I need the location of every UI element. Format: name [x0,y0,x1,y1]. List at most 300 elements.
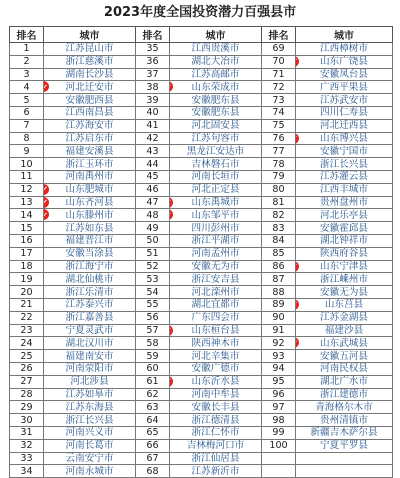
rank-cell: 2 [10,55,44,68]
city-cell [44,196,136,209]
city-cell [170,106,262,119]
city-name: 河南长葛市 [65,440,114,452]
city-cell [44,158,136,171]
city-cell [296,94,393,107]
rank-cell: 20 [10,286,44,299]
city-name: 吉林梅河口市 [186,440,245,452]
rank-cell: 59 [136,350,170,363]
city-cell [170,183,262,196]
table-row [10,119,393,132]
rank-cell: 98 [262,414,296,427]
city-name: 安徽广德市 [191,363,240,375]
city-cell [44,350,136,363]
rank-cell: 23 [10,324,44,337]
header-city-2: 城市 [170,27,262,43]
city-name: 浙江海宁市 [65,260,114,272]
city-cell [44,452,136,465]
header-rank-1: 排名 [10,27,44,43]
city-cell [296,350,393,363]
table-row [10,337,393,350]
rank-cell: 82 [262,209,296,222]
checkmark-icon [170,325,174,336]
rank-cell: 36 [136,55,170,68]
city-cell [170,209,262,222]
rank-cell: 4 [10,81,44,94]
city-name: 江苏海安市 [65,120,114,132]
header-rank-3: 排名 [262,27,296,43]
city-name: 安徽宁国市 [320,145,368,157]
table-row [10,439,393,452]
city-name: 江西贵溪市 [191,43,240,55]
table-row [10,350,393,363]
city-name: 江苏启东市 [65,132,114,144]
table-row [10,170,393,183]
city-cell [296,388,393,401]
city-cell [44,298,136,311]
rank-cell: 70 [262,55,296,68]
city-name: 山东邹平市 [191,209,240,221]
rank-cell: 68 [136,465,170,478]
city-cell [44,119,136,132]
city-name: 山东肥城市 [65,184,114,196]
rank-cell: 45 [136,170,170,183]
city-name: 河南长垣市 [191,171,240,183]
rank-cell: 13 [10,196,44,209]
table-row [10,183,393,196]
city-cell [44,94,136,107]
table-row [10,298,393,311]
table-row [10,132,393,145]
table-row [10,324,393,337]
city-cell [296,414,393,427]
city-name: 福建晋江市 [65,235,114,247]
city-name: 广东四会市 [191,312,240,324]
table-row [10,209,393,222]
rank-cell: 7 [10,119,44,132]
city-name: 河北乐亭县 [320,209,368,221]
rank-cell: 88 [262,286,296,299]
rank-cell: 39 [136,94,170,107]
rank-cell: 22 [10,311,44,324]
city-name: 河南兴义市 [65,427,114,439]
city-name: 湖南长沙县 [65,68,114,80]
city-cell [296,439,393,452]
city-cell [296,452,393,465]
city-cell [296,311,393,324]
header-rank-2: 排名 [136,27,170,43]
rank-cell: 100 [262,439,296,452]
city-cell [170,401,262,414]
city-cell [170,132,262,145]
city-name: 安徽长丰县 [191,401,240,413]
city-name: 福建安溪县 [65,145,114,157]
city-cell [44,106,136,119]
city-name: 安徽当涂县 [65,248,114,260]
rank-cell: 85 [262,247,296,260]
city-name: 宁夏灵武市 [65,324,114,336]
city-cell [44,145,136,158]
rank-cell: 84 [262,234,296,247]
city-cell [296,170,393,183]
rank-cell: 67 [136,452,170,465]
city-name: 河北正定县 [191,184,240,196]
rank-cell: 92 [262,337,296,350]
table-header-row [10,27,393,43]
city-name: 吉林磐石市 [191,158,240,170]
checkmark-icon [170,81,174,92]
city-name: 河南永城市 [65,465,114,477]
city-cell [170,260,262,273]
city-cell [44,273,136,286]
city-cell [296,298,393,311]
city-cell [170,439,262,452]
city-cell [296,145,393,158]
city-name: 山东桓台县 [191,324,240,336]
city-name: 江西南昌县 [65,107,114,119]
city-cell [296,324,393,337]
city-cell [170,170,262,183]
rank-cell: 47 [136,196,170,209]
city-name: 安徽无为市 [191,260,240,272]
city-name: 贵州清镇市 [320,414,368,426]
city-cell [44,439,136,452]
table-row [10,222,393,235]
rank-cell: 77 [262,145,296,158]
rank-cell: 21 [10,298,44,311]
rank-cell: 83 [262,222,296,235]
page-title: 2023年度全国投资潜力百强县市 [103,5,297,20]
city-cell [170,362,262,375]
city-cell [296,81,393,94]
city-name: 安徽五河县 [320,350,368,362]
rank-cell: 49 [136,222,170,235]
rank-cell: 46 [136,183,170,196]
city-cell [170,196,262,209]
city-name: 山东禹城市 [191,196,240,208]
table-row [10,375,393,388]
city-name: 江苏昆山市 [65,43,114,55]
checkmark-icon [44,209,50,220]
table-row [10,55,393,68]
city-name: 江苏东海县 [65,401,114,413]
rank-cell: 18 [10,260,44,273]
rank-cell: 12 [10,183,44,196]
header-city-1: 城市 [44,27,136,43]
rank-cell: 9 [10,145,44,158]
city-cell [296,273,393,286]
city-name: 河南禹州市 [65,171,114,183]
city-name: 湖北宜都市 [191,299,240,311]
city-name: 湖北仙桃市 [65,273,114,285]
rank-cell: 93 [262,350,296,363]
table-row [10,106,393,119]
city-name: 浙江乐清市 [65,286,114,298]
city-name: 广西平果县 [320,81,368,93]
city-cell [296,375,393,388]
city-name: 贵州盘州市 [320,196,368,208]
rank-cell: 78 [262,158,296,171]
city-cell [296,209,393,222]
rank-cell: 51 [136,247,170,260]
rank-cell: 75 [262,119,296,132]
table-row [10,452,393,465]
city-name: 福建南安市 [65,350,114,362]
city-name: 山东荣成市 [191,81,240,93]
table-row [10,286,393,299]
rank-cell: 52 [136,260,170,273]
city-cell [296,234,393,247]
rank-cell: 16 [10,234,44,247]
table-row [10,196,393,209]
city-cell [296,247,393,260]
rank-cell: 26 [10,362,44,375]
city-name: 河北滦州市 [191,286,240,298]
city-name: 安徽凤台县 [320,68,368,80]
city-cell [296,426,393,439]
city-cell [44,234,136,247]
city-name: 山东齐河县 [65,196,114,208]
rank-cell: 76 [262,132,296,145]
city-cell [170,119,262,132]
city-name: 浙江建德市 [320,388,368,400]
header-city-3: 城市 [296,27,393,43]
checkmark-icon [296,56,300,67]
checkmark-icon [296,337,300,348]
city-cell [44,286,136,299]
city-name: 江苏句容市 [191,132,240,144]
city-name: 湖北汉川市 [65,337,114,349]
city-cell [170,273,262,286]
rank-cell: 95 [262,375,296,388]
rank-cell: 87 [262,273,296,286]
city-name: 浙江安吉县 [191,273,240,285]
rank-cell: 71 [262,68,296,81]
city-cell [296,106,393,119]
rank-cell: 86 [262,260,296,273]
city-cell [44,324,136,337]
rank-cell: 74 [262,106,296,119]
city-name: 山东武城县 [320,337,368,349]
city-name: 江苏武安市 [320,94,368,106]
city-cell [296,337,393,350]
rank-cell: 72 [262,81,296,94]
city-cell [296,132,393,145]
city-cell [170,145,262,158]
city-cell [170,55,262,68]
rank-cell: 58 [136,337,170,350]
rank-cell: 8 [10,132,44,145]
rank-cell: 33 [10,452,44,465]
table-row [10,145,393,158]
city-cell [44,260,136,273]
rank-cell: 6 [10,106,44,119]
rank-cell: 90 [262,311,296,324]
city-cell [44,414,136,427]
rank-cell: 60 [136,362,170,375]
city-cell [170,388,262,401]
city-cell [296,68,393,81]
rank-cell: 69 [262,43,296,56]
rank-cell: 41 [136,119,170,132]
city-name: 浙江仁怀市 [191,427,240,439]
city-name: 云南安宁市 [65,452,114,464]
checkmark-icon [296,299,300,310]
checkmark-icon [296,133,300,144]
city-cell [170,375,262,388]
city-cell [44,43,136,56]
city-cell [44,183,136,196]
city-cell [44,209,136,222]
city-cell [170,158,262,171]
city-cell [296,183,393,196]
table-row [10,43,393,56]
city-cell [170,311,262,324]
city-cell [44,222,136,235]
rank-cell: 25 [10,350,44,363]
city-cell [44,132,136,145]
rank-cell: 43 [136,145,170,158]
rank-cell: 11 [10,170,44,183]
city-name: 江苏如东县 [65,222,114,234]
city-name: 河南荥阳市 [65,363,114,375]
rank-cell: 73 [262,94,296,107]
city-name: 浙江德清县 [191,414,240,426]
city-name: 福建沙县 [324,324,364,336]
table-row [10,388,393,401]
city-cell [296,158,393,171]
rank-cell: 50 [136,234,170,247]
table-row [10,260,393,273]
rank-cell: 15 [10,222,44,235]
city-name: 青海格尔木市 [315,401,373,413]
checkmark-icon [296,261,300,272]
city-cell [170,324,262,337]
rank-cell: 61 [136,375,170,388]
city-name: 山东莒县 [324,299,364,311]
city-cell [44,388,136,401]
city-cell [296,465,393,478]
rank-cell: 14 [10,209,44,222]
city-name: 江苏金湖县 [320,312,368,324]
city-name: 河南孟州市 [191,248,240,260]
rank-cell: 30 [10,414,44,427]
rank-cell: 24 [10,337,44,350]
rank-cell: 94 [262,362,296,375]
rank-cell: 80 [262,183,296,196]
rank-cell: 29 [10,401,44,414]
rank-cell: 66 [136,439,170,452]
rank-cell: 79 [262,170,296,183]
rank-cell: 62 [136,388,170,401]
city-name: 江苏如皋市 [65,388,114,400]
checkmark-icon [44,81,50,92]
city-name: 江西丰城市 [320,184,368,196]
table-row [10,465,393,478]
city-cell [170,465,262,478]
city-cell [170,43,262,56]
city-cell [170,94,262,107]
table-row [10,426,393,439]
city-cell [44,247,136,260]
city-name: 浙江嵊州市 [320,273,368,285]
rank-cell: 81 [262,196,296,209]
rank-cell: 3 [10,68,44,81]
table-row [10,158,393,171]
city-cell [44,55,136,68]
city-cell [44,311,136,324]
city-name: 山东沂水县 [191,376,240,388]
city-cell [44,337,136,350]
city-cell [44,375,136,388]
city-name: 江苏灌云县 [320,171,368,183]
rank-cell: 34 [10,465,44,478]
city-name: 河北迁安市 [65,81,114,93]
checkmark-icon [170,209,174,220]
city-name: 江苏泰兴市 [65,299,114,311]
city-cell [296,119,393,132]
city-cell [170,81,262,94]
city-name: 江苏新沂市 [191,465,240,477]
rank-cell: 17 [10,247,44,260]
city-name: 山东广饶县 [320,56,368,68]
city-cell [44,465,136,478]
rank-cell: 35 [136,43,170,56]
table-row [10,414,393,427]
city-cell [296,196,393,209]
city-cell [44,81,136,94]
ranking-table [9,26,393,478]
city-name: 湖北广水市 [320,376,368,388]
checkmark-icon [170,197,174,208]
city-name: 浙江慈溪市 [65,56,114,68]
city-name: 河北辛集市 [191,350,240,362]
rank-cell [262,452,296,465]
city-cell [170,222,262,235]
city-cell [170,234,262,247]
rank-cell: 48 [136,209,170,222]
city-name: 山东博兴县 [320,132,368,144]
city-cell [44,68,136,81]
city-name: 安徽肥东县 [191,107,240,119]
table-row [10,68,393,81]
city-name: 安徽无为县 [320,286,368,298]
city-cell [170,247,262,260]
city-name: 浙江长兴县 [320,158,368,170]
rank-cell: 57 [136,324,170,337]
table-row [10,362,393,375]
city-cell [170,337,262,350]
rank-cell: 10 [10,158,44,171]
rank-cell: 28 [10,388,44,401]
city-name: 陕西神木市 [191,337,240,349]
rank-cell: 19 [10,273,44,286]
rank-cell: 56 [136,311,170,324]
table-row [10,273,393,286]
rank-cell: 38 [136,81,170,94]
rank-cell: 5 [10,94,44,107]
rank-cell: 97 [262,401,296,414]
table-row [10,81,393,94]
city-name: 陕西府谷县 [320,248,368,260]
city-cell [44,170,136,183]
city-cell [44,362,136,375]
city-name: 江西樟树市 [320,43,368,55]
city-name: 安徽霍邱县 [320,222,368,234]
city-name: 山东宁津县 [320,260,368,272]
table-row [10,247,393,260]
rank-cell: 55 [136,298,170,311]
rank-cell: 64 [136,414,170,427]
